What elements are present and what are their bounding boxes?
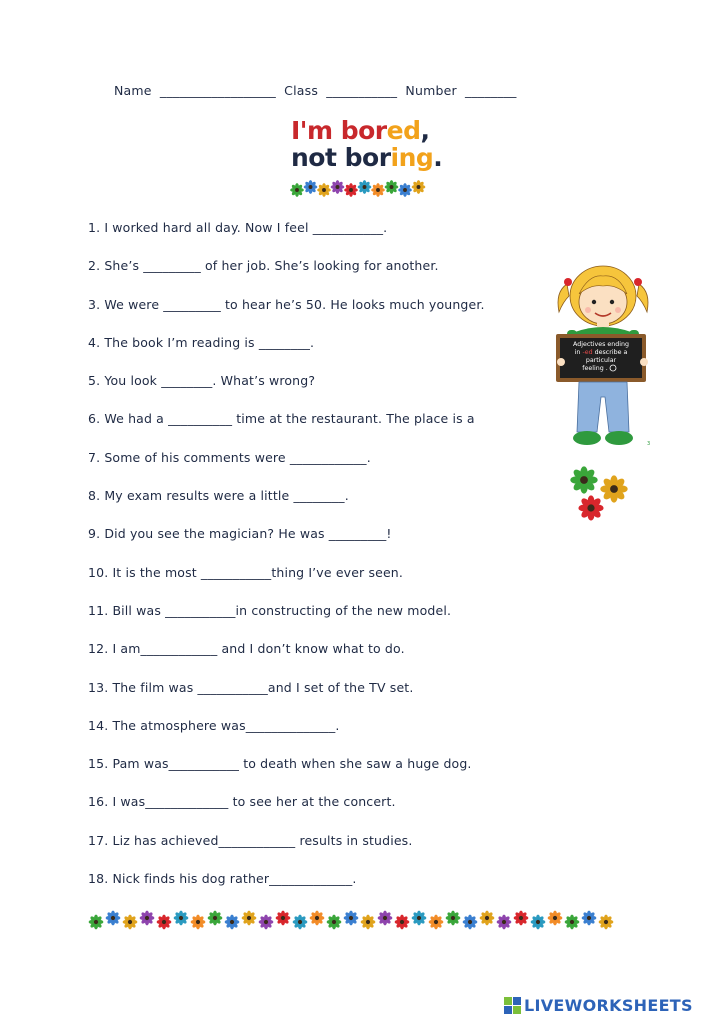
flower-icon — [429, 915, 444, 930]
flower-icon — [378, 911, 393, 926]
flower-icon — [358, 180, 372, 194]
question-item[interactable]: 13. The film was ___________and I set of the TV set. — [88, 679, 414, 695]
flower-icon — [259, 915, 274, 930]
liveworksheets-logo[interactable] — [504, 996, 693, 1015]
svg-text:3: 3 — [647, 441, 651, 447]
question-item[interactable]: 9. Did you see the magician? He was _________! — [88, 526, 392, 542]
flower-icon — [344, 183, 358, 197]
flower-icon — [225, 915, 240, 930]
flower-icon — [331, 180, 345, 194]
flower-icon — [140, 911, 155, 926]
flower-icon — [327, 915, 342, 930]
flower-icon — [570, 466, 597, 493]
liveworksheets-logo-icon — [504, 997, 521, 1014]
question-item[interactable]: 14. The atmosphere was______________. — [88, 717, 340, 733]
flower-icon — [304, 180, 318, 194]
question-item[interactable]: 2. She’s _________ of her job. She’s looking for another. — [88, 258, 439, 274]
question-list — [88, 220, 485, 909]
flower-icon — [191, 915, 206, 930]
flower-icon — [395, 915, 410, 930]
flower-icon — [497, 915, 512, 930]
flower-icon — [242, 911, 257, 926]
flower-icon — [106, 911, 121, 926]
flower-icon — [514, 911, 529, 926]
question-item[interactable]: 5. You look ________. What’s wrong? — [88, 373, 316, 389]
question-item[interactable]: 11. Bill was ___________in constructing of the new model. — [88, 602, 452, 618]
question-item[interactable]: 10. It is the most ___________thing I’ve ever seen. — [88, 564, 403, 580]
question-item[interactable]: 3. We were _________ to hear he’s 50. He looks much younger. — [88, 296, 485, 312]
side-flowers-decoration — [566, 462, 636, 522]
flower-icon — [371, 183, 385, 197]
name-field[interactable]: __________________ — [159, 83, 276, 98]
flower-icon — [290, 183, 304, 197]
title-flowers-decoration — [289, 179, 429, 199]
flower-icon — [548, 911, 563, 926]
liveworksheets-logo-text: LIVEWORKSHEETS — [524, 996, 693, 1015]
class-label: Class — [284, 83, 319, 98]
bottom-flowers-border — [86, 908, 616, 932]
flower-icon — [361, 915, 376, 930]
flower-icon — [310, 911, 325, 926]
question-item[interactable]: 1. I worked hard all day. Now I feel ___________. — [88, 220, 388, 235]
flower-icon — [385, 180, 399, 194]
name-label: Name — [114, 83, 152, 98]
flower-icon — [89, 915, 104, 930]
flower-icon — [208, 911, 223, 926]
question-item[interactable]: 16. I was_____________ to see her at the concert. — [88, 794, 396, 810]
number-field[interactable]: ________ — [465, 83, 517, 98]
board-line-4: feeling . — [582, 365, 608, 372]
flower-icon — [157, 915, 172, 930]
flower-icon — [412, 911, 427, 926]
flower-icon — [578, 495, 603, 520]
girl-with-chalkboard-illustration — [553, 262, 653, 452]
flower-icon — [174, 911, 189, 926]
question-item[interactable]: 7. Some of his comments were ____________. — [88, 449, 371, 465]
flower-icon — [293, 915, 308, 930]
flower-icon — [123, 915, 138, 930]
flower-icon — [600, 475, 627, 502]
question-item[interactable]: 15. Pam was___________ to death when she saw a huge dog. — [88, 756, 472, 772]
question-item[interactable]: 6. We had a __________ time at the restaurant. The place is a — [88, 411, 475, 427]
flower-icon — [412, 180, 426, 194]
question-item[interactable]: 18. Nick finds his dog rather_____________. — [88, 871, 357, 887]
question-item[interactable]: 12. I am____________ and I don’t know what to do. — [88, 641, 405, 657]
flower-icon — [398, 183, 412, 197]
question-item[interactable]: 17. Liz has achieved____________ results in studies. — [88, 832, 413, 848]
question-item[interactable]: 8. My exam results were a little ________. — [88, 488, 349, 504]
flower-icon — [531, 915, 546, 930]
number-label: Number — [405, 83, 457, 98]
title-line-2: not boring. — [291, 143, 443, 172]
flower-icon — [599, 915, 614, 930]
flower-icon — [480, 911, 495, 926]
flower-icon — [344, 911, 359, 926]
title-line-1: I'm bored, — [291, 116, 430, 145]
flower-icon — [565, 915, 580, 930]
question-item[interactable]: 4. The book I’m reading is ________. — [88, 334, 315, 350]
class-field[interactable]: ___________ — [326, 83, 398, 98]
board-line-3: particular — [585, 357, 617, 364]
flower-icon — [317, 183, 331, 197]
student-info-header — [114, 83, 521, 98]
flower-icon — [582, 911, 597, 926]
worksheet-title — [291, 117, 442, 171]
board-line-1: Adjectives ending — [573, 341, 629, 348]
flower-icon — [446, 911, 461, 926]
flower-icon — [276, 911, 291, 926]
board-line-2: in -ed describe a — [574, 349, 628, 356]
flower-icon — [463, 915, 478, 930]
